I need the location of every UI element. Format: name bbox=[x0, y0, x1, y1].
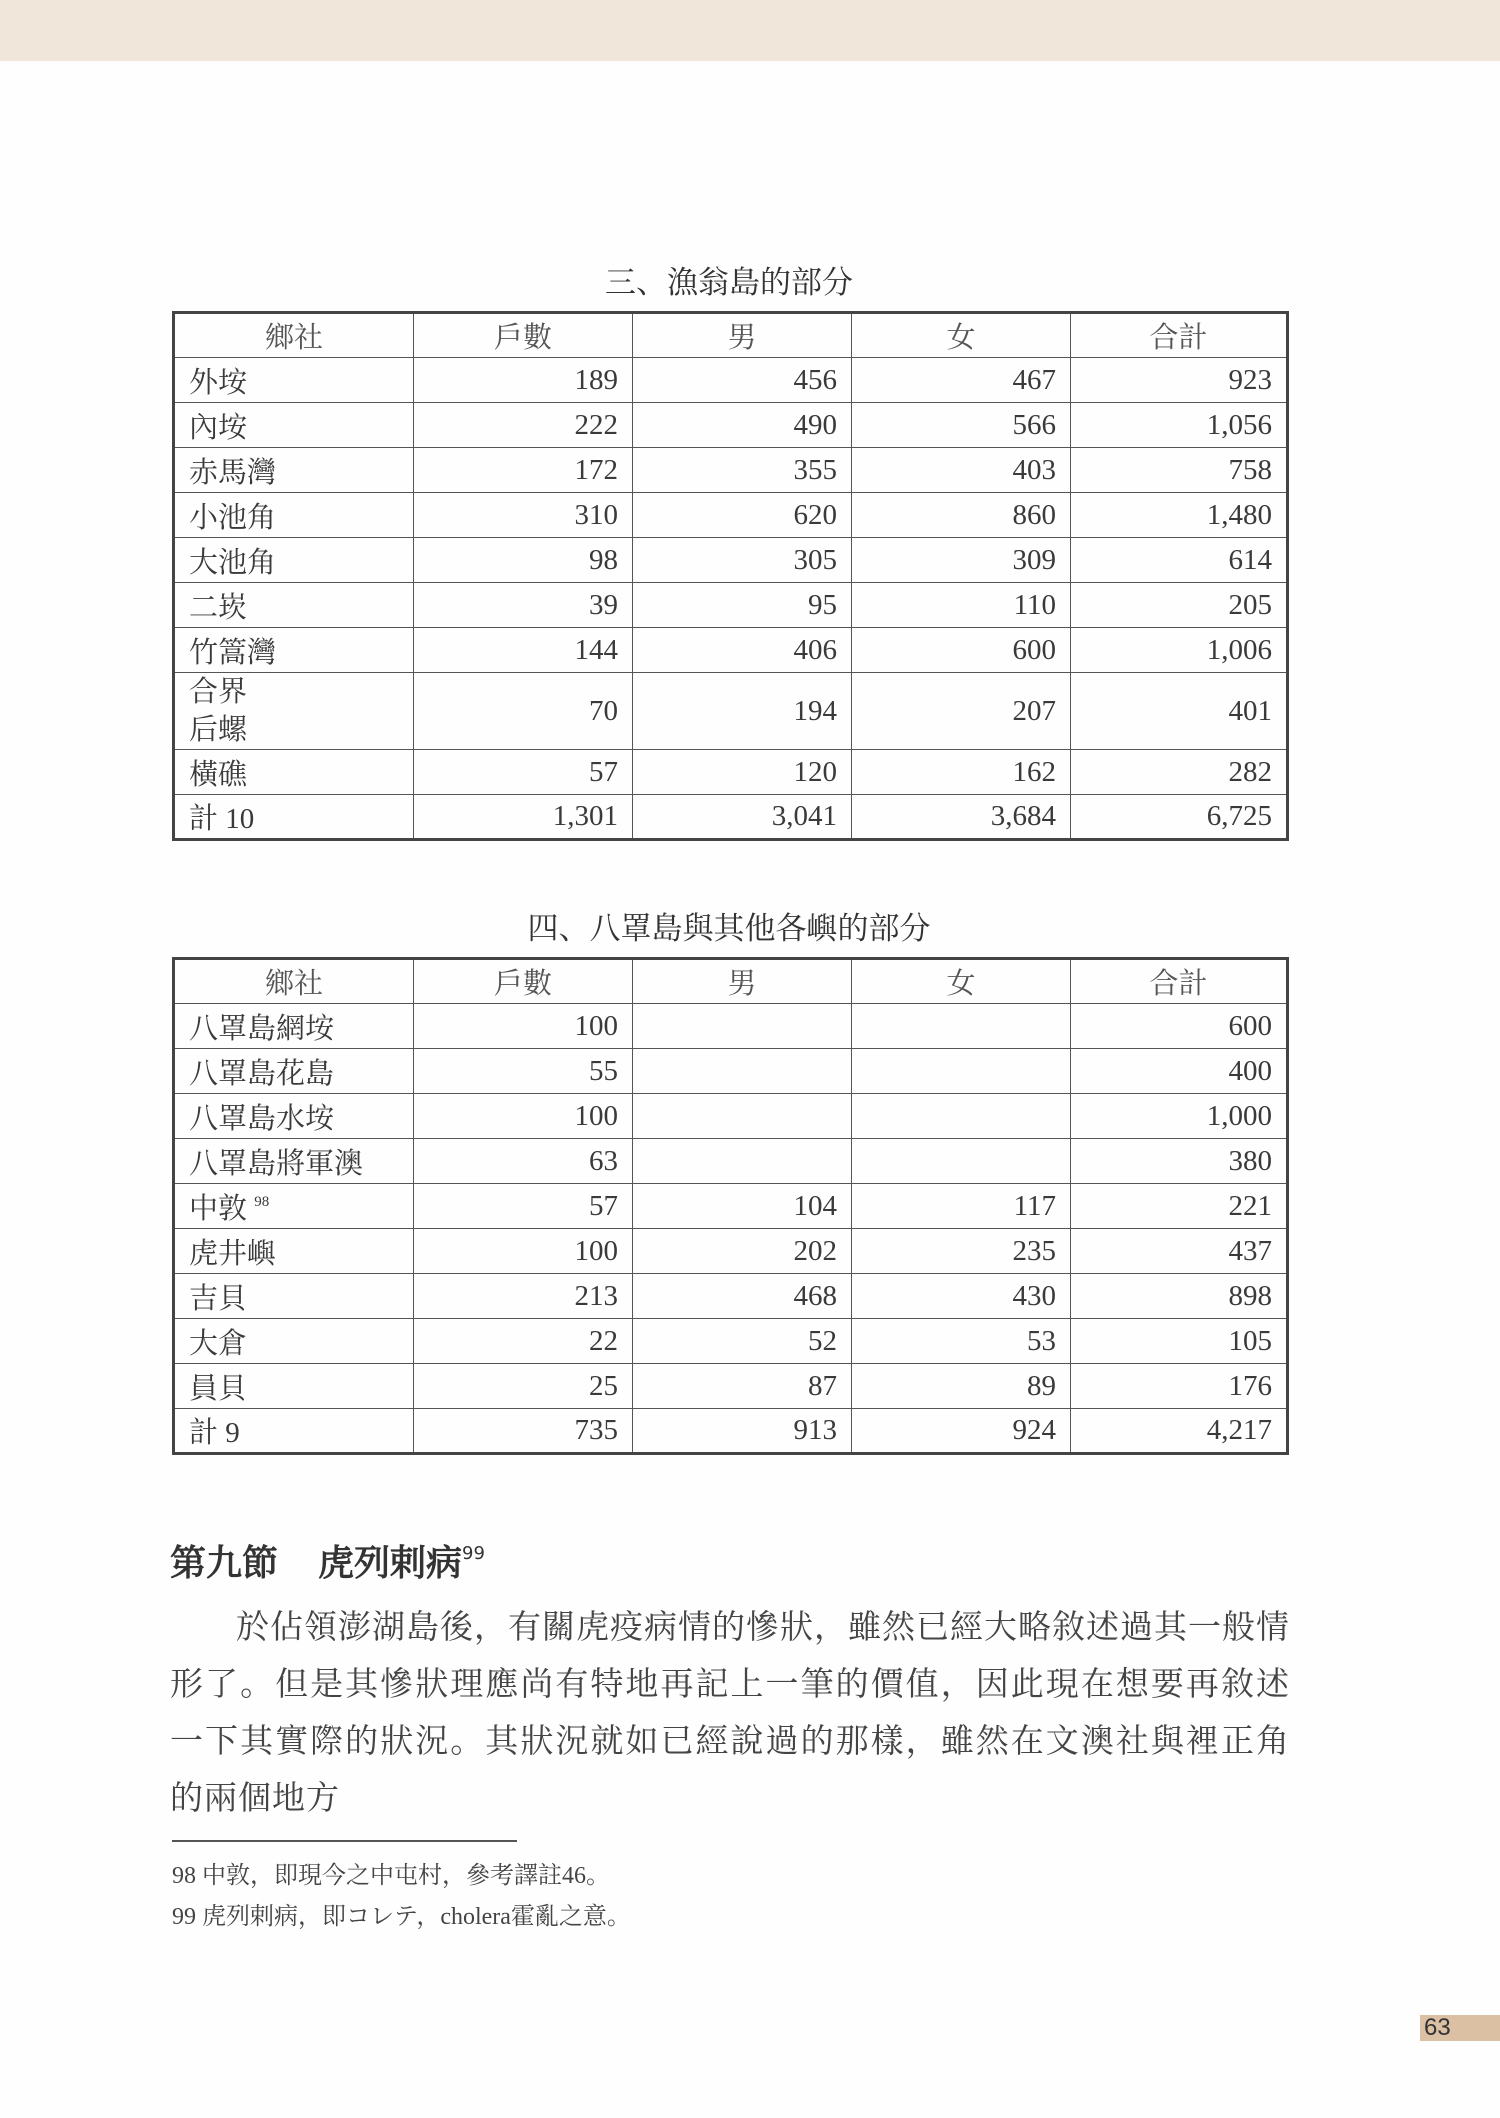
township-cell bbox=[174, 448, 414, 493]
table-row bbox=[174, 795, 1288, 840]
table-row bbox=[174, 403, 1288, 448]
township-name: 外垵 bbox=[189, 366, 248, 399]
total-cell: 1,006 bbox=[1071, 628, 1288, 673]
township-cell bbox=[174, 493, 414, 538]
male-cell: 468 bbox=[633, 1274, 852, 1319]
male-cell bbox=[633, 1004, 852, 1049]
households-cell: 310 bbox=[414, 493, 633, 538]
male-cell: 104 bbox=[633, 1184, 852, 1229]
township-name: 內垵 bbox=[189, 411, 248, 444]
households-cell: 213 bbox=[414, 1274, 633, 1319]
female-cell: 53 bbox=[852, 1319, 1071, 1364]
households-cell: 55 bbox=[414, 1049, 633, 1094]
top-margin-band bbox=[0, 0, 1500, 61]
township-cell bbox=[174, 583, 414, 628]
table-row bbox=[174, 448, 1288, 493]
township-cell bbox=[174, 1274, 414, 1319]
table-row bbox=[174, 358, 1288, 403]
total-cell: 1,056 bbox=[1071, 403, 1288, 448]
male-cell: 913 bbox=[633, 1409, 852, 1454]
female-cell: 600 bbox=[852, 628, 1071, 673]
female-cell: 117 bbox=[852, 1184, 1071, 1229]
township-cell bbox=[174, 1364, 414, 1409]
female-cell: 924 bbox=[852, 1409, 1071, 1454]
male-cell: 202 bbox=[633, 1229, 852, 1274]
male-cell: 305 bbox=[633, 538, 852, 583]
male-cell: 95 bbox=[633, 583, 852, 628]
households-cell: 222 bbox=[414, 403, 633, 448]
households-cell: 57 bbox=[414, 1184, 633, 1229]
female-cell bbox=[852, 1004, 1071, 1049]
paragraph-text: 於佔領澎湖島後，有關虎疫病情的慘狀，雖然已經大略敘述過其一般情形了。但是其慘狀理應尚有特地再記上一筆的價值，因此現在想要再敘述一下其實際的狀況。其狀況就如已經說過的那樣，雖然在文澳社與裡正角的兩個地方 bbox=[170, 1607, 1290, 1817]
total-cell: 105 bbox=[1071, 1319, 1288, 1364]
township-name: 八罩島水垵 bbox=[189, 1102, 335, 1135]
table-row bbox=[174, 1274, 1288, 1319]
township-name-line: 后螺 bbox=[189, 714, 248, 746]
households-cell: 100 bbox=[414, 1229, 633, 1274]
total-cell: 205 bbox=[1071, 583, 1288, 628]
female-cell: 110 bbox=[852, 583, 1071, 628]
total-cell: 221 bbox=[1071, 1184, 1288, 1229]
column-header: 合計 bbox=[1071, 959, 1288, 1004]
township-name: 八罩島將軍澳 bbox=[189, 1147, 364, 1180]
table-row bbox=[174, 628, 1288, 673]
total-cell: 380 bbox=[1071, 1139, 1288, 1184]
households-cell: 189 bbox=[414, 358, 633, 403]
township-name: 大池角 bbox=[189, 546, 277, 579]
footnote-ref: 99 bbox=[462, 1543, 485, 1564]
column-header: 戶數 bbox=[414, 959, 633, 1004]
male-cell: 194 bbox=[633, 673, 852, 750]
total-cell: 923 bbox=[1071, 358, 1288, 403]
footnote-ref: 98 bbox=[254, 1193, 270, 1210]
households-cell: 25 bbox=[414, 1364, 633, 1409]
township-cell bbox=[174, 1319, 414, 1364]
township-name: 八罩島花島 bbox=[189, 1057, 335, 1090]
table1-title: 三、漁翁島的部分 bbox=[605, 265, 853, 300]
table-row bbox=[174, 1184, 1288, 1229]
township-cell bbox=[174, 628, 414, 673]
female-cell: 430 bbox=[852, 1274, 1071, 1319]
male-cell: 620 bbox=[633, 493, 852, 538]
female-cell: 3,684 bbox=[852, 795, 1071, 840]
female-cell bbox=[852, 1094, 1071, 1139]
footnote-99: 99 虎列剌病，即コレテ，cholera霍亂之意。 bbox=[172, 1904, 631, 1930]
female-cell bbox=[852, 1139, 1071, 1184]
male-cell: 490 bbox=[633, 403, 852, 448]
households-cell: 70 bbox=[414, 673, 633, 750]
table-row bbox=[174, 1094, 1288, 1139]
households-cell: 144 bbox=[414, 628, 633, 673]
total-cell: 282 bbox=[1071, 750, 1288, 795]
total-cell: 4,217 bbox=[1071, 1409, 1288, 1454]
total-cell: 6,725 bbox=[1071, 795, 1288, 840]
total-cell: 400 bbox=[1071, 1049, 1288, 1094]
male-cell: 406 bbox=[633, 628, 852, 673]
township-cell bbox=[174, 403, 414, 448]
township-cell bbox=[174, 795, 414, 840]
section-heading bbox=[170, 1535, 485, 1586]
households-cell: 98 bbox=[414, 538, 633, 583]
total-cell: 401 bbox=[1071, 673, 1288, 750]
township-name: 計 10 bbox=[189, 803, 255, 835]
female-cell: 467 bbox=[852, 358, 1071, 403]
township-name: 大倉 bbox=[189, 1327, 248, 1360]
column-header: 鄉社 bbox=[174, 959, 414, 1004]
township-name: 八罩島網垵 bbox=[189, 1012, 335, 1045]
column-header: 男 bbox=[633, 959, 852, 1004]
column-header: 女 bbox=[852, 959, 1071, 1004]
table-row bbox=[174, 1229, 1288, 1274]
table-row bbox=[174, 1319, 1288, 1364]
township-name-line: 合界 bbox=[189, 676, 248, 708]
table-bazhao-island bbox=[172, 957, 1289, 1455]
township-cell bbox=[174, 673, 414, 750]
township-cell bbox=[174, 1409, 414, 1454]
female-cell bbox=[852, 1049, 1071, 1094]
male-cell: 3,041 bbox=[633, 795, 852, 840]
township-name: 小池角 bbox=[189, 501, 277, 534]
male-cell: 120 bbox=[633, 750, 852, 795]
township-cell bbox=[174, 1229, 414, 1274]
female-cell: 89 bbox=[852, 1364, 1071, 1409]
households-cell: 735 bbox=[414, 1409, 633, 1454]
header-row bbox=[174, 313, 1288, 358]
total-cell: 437 bbox=[1071, 1229, 1288, 1274]
total-cell: 1,000 bbox=[1071, 1094, 1288, 1139]
table-row bbox=[174, 538, 1288, 583]
column-header: 合計 bbox=[1071, 313, 1288, 358]
township-name: 吉貝 bbox=[189, 1282, 248, 1315]
section-number: 第九節 bbox=[170, 1543, 279, 1584]
total-cell: 614 bbox=[1071, 538, 1288, 583]
township-cell bbox=[174, 358, 414, 403]
table2-title: 四、八罩島與其他各嶼的部分 bbox=[527, 911, 931, 946]
column-header: 女 bbox=[852, 313, 1071, 358]
table-yuweng-island bbox=[172, 311, 1289, 841]
female-cell: 566 bbox=[852, 403, 1071, 448]
households-cell: 22 bbox=[414, 1319, 633, 1364]
township-cell bbox=[174, 538, 414, 583]
female-cell: 309 bbox=[852, 538, 1071, 583]
table-row bbox=[174, 1139, 1288, 1184]
township-cell bbox=[174, 1139, 414, 1184]
page-number: 63 bbox=[1420, 2015, 1500, 2041]
male-cell bbox=[633, 1094, 852, 1139]
male-cell bbox=[633, 1049, 852, 1094]
township-name: 橫礁 bbox=[189, 758, 248, 791]
households-cell: 172 bbox=[414, 448, 633, 493]
section-title: 虎列剌病 bbox=[318, 1543, 463, 1584]
footnote-divider bbox=[172, 1840, 517, 1842]
township-cell bbox=[174, 750, 414, 795]
table-row bbox=[174, 1049, 1288, 1094]
column-header: 鄉社 bbox=[174, 313, 414, 358]
female-cell: 207 bbox=[852, 673, 1071, 750]
male-cell: 355 bbox=[633, 448, 852, 493]
header-row bbox=[174, 959, 1288, 1004]
township-name: 中敦 bbox=[189, 1192, 248, 1225]
female-cell: 162 bbox=[852, 750, 1071, 795]
township-name: 虎井嶼 bbox=[189, 1237, 277, 1270]
female-cell: 403 bbox=[852, 448, 1071, 493]
total-cell: 1,480 bbox=[1071, 493, 1288, 538]
households-cell: 39 bbox=[414, 583, 633, 628]
male-cell: 456 bbox=[633, 358, 852, 403]
table-row bbox=[174, 493, 1288, 538]
township-cell bbox=[174, 1049, 414, 1094]
total-cell: 176 bbox=[1071, 1364, 1288, 1409]
column-header: 戶數 bbox=[414, 313, 633, 358]
township-name: 員貝 bbox=[189, 1372, 248, 1405]
households-cell: 57 bbox=[414, 750, 633, 795]
body-paragraph bbox=[170, 1598, 1290, 1826]
table-row bbox=[174, 750, 1288, 795]
table-row bbox=[174, 583, 1288, 628]
table-row bbox=[174, 1004, 1288, 1049]
table-row bbox=[174, 1364, 1288, 1409]
households-cell: 1,301 bbox=[414, 795, 633, 840]
households-cell: 100 bbox=[414, 1004, 633, 1049]
total-cell: 758 bbox=[1071, 448, 1288, 493]
total-cell: 600 bbox=[1071, 1004, 1288, 1049]
township-name: 竹篙灣 bbox=[189, 636, 277, 669]
township-name: 計 9 bbox=[189, 1417, 240, 1449]
table-row bbox=[174, 1409, 1288, 1454]
table-row bbox=[174, 673, 1288, 750]
township-name: 赤馬灣 bbox=[189, 456, 277, 489]
township-name: 二崁 bbox=[189, 591, 248, 624]
township-cell bbox=[174, 1004, 414, 1049]
male-cell: 87 bbox=[633, 1364, 852, 1409]
male-cell bbox=[633, 1139, 852, 1184]
female-cell: 235 bbox=[852, 1229, 1071, 1274]
column-header: 男 bbox=[633, 313, 852, 358]
female-cell: 860 bbox=[852, 493, 1071, 538]
households-cell: 63 bbox=[414, 1139, 633, 1184]
footnote-98: 98 中敦，即現今之中屯村，參考譯註46。 bbox=[172, 1863, 610, 1889]
township-cell bbox=[174, 1094, 414, 1139]
male-cell: 52 bbox=[633, 1319, 852, 1364]
households-cell: 100 bbox=[414, 1094, 633, 1139]
total-cell: 898 bbox=[1071, 1274, 1288, 1319]
township-cell bbox=[174, 1184, 414, 1229]
